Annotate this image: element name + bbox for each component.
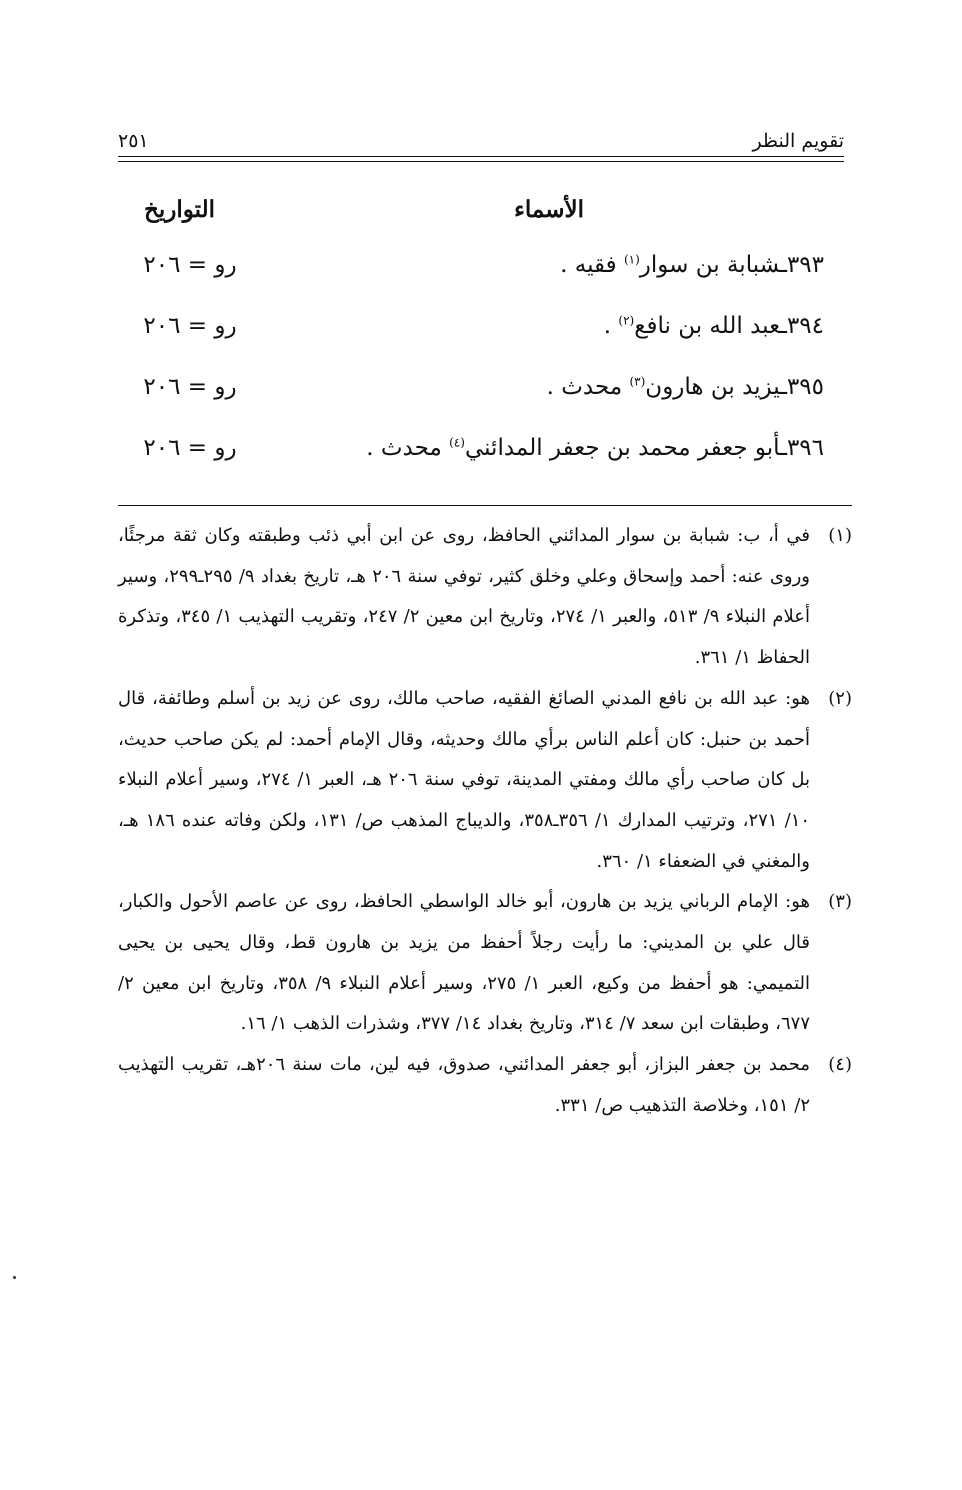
footnote-number: (٢): [828, 687, 852, 709]
footnote: [118, 516, 852, 679]
entry-person: يزيد بن هارون: [645, 374, 781, 400]
names-column-header: الأسماء: [514, 196, 584, 223]
list-entry: [118, 252, 844, 313]
entry-name: ٣٩٦ـأبو جعفر محمد بن جعفر المدائني$^{(٤)}$ محدث .: [366, 435, 824, 461]
footnote-number: (١): [828, 525, 852, 546]
entry-number: ٣٩٦: [786, 435, 824, 461]
entry-note: محدث .: [366, 435, 442, 461]
entry-date: رو = ٢٠٦: [143, 313, 237, 339]
footnote-number: (٤): [828, 1054, 852, 1076]
footnote-ref: (١): [623, 252, 640, 267]
entry-name: ٣٩٣ـشبابة بن سوار$^{(١)}$ فقيه .: [560, 252, 824, 278]
entry-person: شبابة بن سوار: [639, 252, 781, 278]
entry-number: ٣٩٣: [786, 252, 824, 278]
footnote-text: هو: عبد الله بن نافع المدني الصائغ الفقيه، صاحب مالك، روى عن زيد بن أسلم وطائفة، قال أحمد بن حنبل: كان أعلم الناس برأي مالك وحديثه، وقال الإمام أحمد: لم يكن صاحب حديث، بل كان صاحب رأي مالك ومفتي المدينة، توفي سنة ٢٠٦ هـ، العبر ١/ ٢٧٤، وسير أعلام النبلاء ١٠/ ٢٧١، وترتيب المدارك ١/ ٣٥٦ـ٣٥٨، والديباج المذهب ص/ ١٣١، ولكن وفاته عنده ١٨٦ هـ، والمغني في الضعفاء ١/ ٣٦٠.: [118, 687, 811, 872]
list-entry: [118, 374, 844, 435]
page-number: ٢٥١: [118, 130, 149, 152]
footnote-number: (٣): [828, 891, 852, 913]
scan-speck: [13, 1276, 16, 1279]
entry-name: ٣٩٤ـعبد الله بن نافع$^{(٢)}$ .: [603, 313, 824, 339]
footnote-ref: (٢): [618, 313, 635, 328]
entry-date: رو = ٢٠٦: [143, 435, 237, 461]
footnote-text: محمد بن جعفر البزاز، أبو جعفر المدائني، صدوق، فيه لين، مات سنة ٢٠٦هـ، تقريب التهذيب ٢/ ١٥١، وخلاصة التذهيب ص/ ٣٣١.: [118, 1054, 810, 1116]
entry-number: ٣٩٥: [786, 374, 824, 400]
footnote: [118, 882, 852, 1045]
name-list: [118, 252, 844, 496]
footnote-separator: [118, 505, 852, 506]
footnote-ref: (٣): [629, 374, 646, 389]
footnote-ref: (٤): [449, 435, 465, 450]
entry-note: فقيه .: [560, 252, 617, 278]
entry-person: عبد الله بن نافع: [634, 313, 781, 339]
footnote-text: في أ، ب: شبابة بن سوار المدائني الحافظ، روى عن ابن أبي ذئب وطبقته وكان ثقة مرجئًا، وروى عنه: أحمد وإسحاق وعلي وخلق كثير، توفي سنة ٢٠٦ هـ، تاريخ بغداد ٩/ ٢٩٥ـ٢٩٩، وسير أعلام النبلاء ٩/ ٥١٣، والعبر ١/ ٢٧٤، وتاريخ ابن معين ٢/ ٢٤٧، وتقريب التهذيب ١/ ٣٤٥، وتذكرة الحفاظ ١/ ٣٦١.: [118, 525, 811, 669]
list-entry: [118, 435, 844, 496]
running-head: [118, 112, 844, 152]
running-title: تقويم النظر: [752, 130, 844, 152]
entry-date: رو = ٢٠٦: [143, 252, 237, 278]
footnote: [118, 679, 852, 883]
list-entry: [118, 313, 844, 374]
entry-person: أبو جعفر محمد بن جعفر المدائني: [464, 435, 781, 461]
entry-number: ٣٩٤: [786, 313, 824, 339]
footnote-text: هو: الإمام الرباني يزيد بن هارون، أبو خالد الواسطي الحافظ، روى عن عاصم الأحول والكبار، قال علي بن المديني: ما رأيت رجلاً أحفظ من يزيد بن هارون قط، وقال يحيى بن يحيى التميمي: هو أحفظ من وكيع، العبر ١/ ٢٧٥، وسير أعلام النبلاء ٩/ ٣٥٨، وتاريخ ابن معين ٢/ ٦٧٧، وطبقات ابن سعد ٧/ ٣١٤، وتاريخ بغداد ١٤/ ٣٧٧، وشذرات الذهب ١/ ١٦.: [118, 891, 810, 1035]
footnotes: [118, 516, 852, 1127]
footnote: [118, 1045, 852, 1126]
entry-note: محدث .: [546, 374, 623, 400]
dates-column-header: التواريخ: [144, 196, 215, 223]
entry-name: ٣٩٥ـيزيد بن هارون$^{(٣)}$ محدث .: [546, 374, 824, 400]
header-double-rule: [118, 156, 844, 162]
entry-note: .: [603, 313, 612, 339]
entry-date: رو = ٢٠٦: [143, 374, 237, 400]
